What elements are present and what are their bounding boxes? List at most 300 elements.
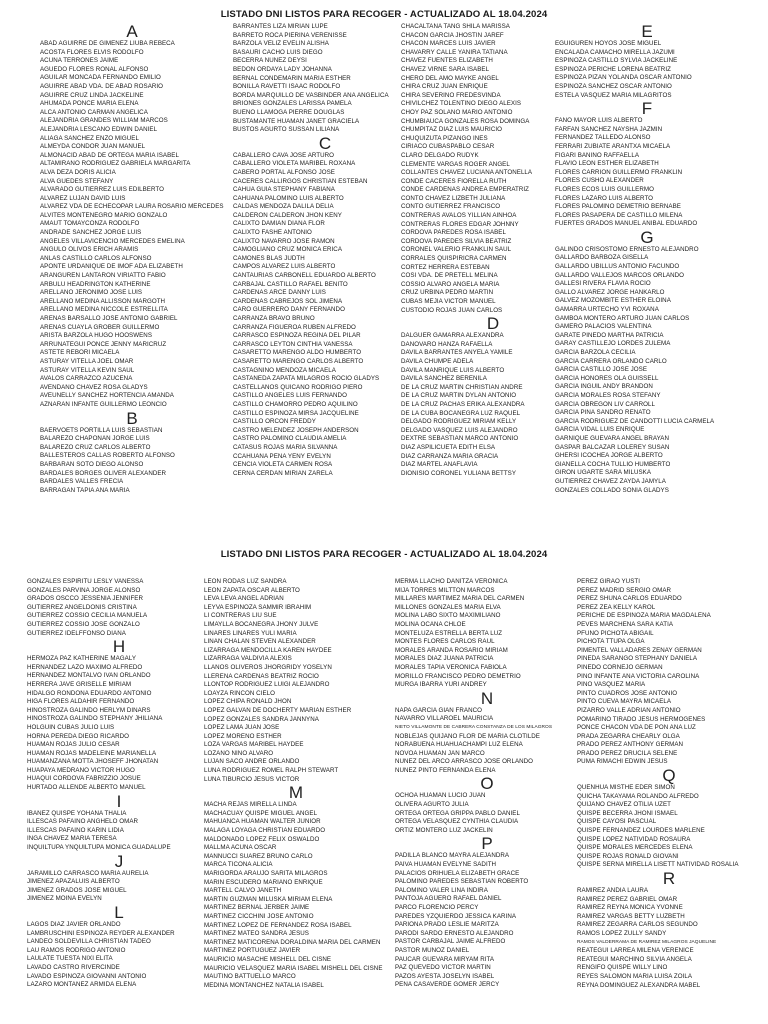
list-item: CORDOVA PAREDES SILVIA BEATRIZ	[401, 237, 512, 245]
list-item: RAMIREZ ZEGARRA CARLOS SEGUNDO	[577, 921, 698, 929]
list-item: ILLESCAS PAFAINO KARIN LIDIA	[27, 826, 124, 834]
list-item: CASARETTO MARENGO ALDO HUMBERTO	[233, 349, 362, 357]
column-2	[204, 578, 388, 990]
list-item: CHIRA CRUZ JUAN ENRIQUE	[401, 83, 488, 91]
list-item: CORTEZ HERRERA ESTEBAN	[401, 263, 490, 271]
list-item: LIZARRAGA MENDOCILLA KAREN HAYDEE	[204, 646, 332, 654]
list-item: INGA CHAVEZ MARIA TERESA	[27, 835, 117, 843]
list-item: CARRASCO LEYTON CINTHIA VANESSA	[233, 340, 353, 348]
section-letter: Q	[662, 766, 676, 786]
list-item: BASAURI CACHO LUIS DIEGO	[233, 48, 323, 56]
list-item: BARRANTES LIZA MIRIAN LUPE	[233, 23, 328, 30]
list-item: MOLINA OCAÑA CHLOE	[395, 620, 466, 628]
list-item: CARDENAS CABREJOS SOL JIMENA	[233, 297, 343, 305]
list-item: PADILLA BLANCO MAYRA ALEJANDRA	[395, 852, 510, 860]
list-item: CHACON MARCES LUIS JAVIER	[401, 40, 496, 48]
list-item: CLEMENTE VARGAS ROGER ANGEL	[401, 160, 510, 168]
list-item: CHAVARRY CALLE YANIRA TATIANA	[401, 48, 508, 56]
list-item: ALMONACID ABAD DE ORTEGA MARIA ISABEL	[40, 151, 179, 159]
list-item: LOPEZ GONZALES SANDRA JANNYNA	[204, 715, 319, 723]
list-item: MARTINEZ BERNAL JERBER JAIME	[204, 904, 310, 912]
list-item: LAZARO MONTAÑEZ ARMIDA ELENA	[27, 981, 137, 989]
list-item: CENCIA VIOLETA CARMEN ROSA	[233, 461, 333, 469]
list-item: GAMERO PALACIOS VALENTINA	[555, 323, 652, 331]
list-item: JARAMILLO CARRASCO MARIA AURELIA	[27, 869, 149, 877]
list-item: CABERO PORTAL ALFONSO JOSE	[233, 168, 335, 176]
list-item: ORTIZ MONTERO LUZ JACKELIN	[395, 826, 493, 834]
list-item: CASTAÑEDA ZAPATA MILAGROS ROCIO GLADYS	[233, 375, 380, 383]
list-item: ANDRADE SANCHEZ JORGE LUIS	[40, 229, 142, 237]
list-item: ESPINOZA PIZAN YOLANDA OSCAR ANTONIO	[555, 74, 692, 82]
list-item: MALAGA LOYAGA CHRISTIAN EDUARDO	[204, 827, 326, 835]
list-item: CASTILLO ORCON FREDDY	[233, 418, 316, 426]
list-item: GALLARDO VALLEJOS MARCOS ORLANDO	[555, 271, 685, 279]
list-item: BARRETO ROCA PIERINA VERENISSE	[233, 31, 347, 39]
list-item: PICHOTA TTUPA OLGA	[577, 638, 645, 646]
list-item: PEREZ GIRAO YUSTI	[577, 578, 640, 585]
list-item: GALLESI RIVERA FLAVIA ROCIO	[555, 280, 651, 288]
list-item: INQUILTUPA YNQUILTUPA MONICA GUADALUPE	[27, 844, 171, 852]
list-item: CHAVEZ VIRNE SARA ISABEL	[401, 65, 490, 73]
list-item: MACHA REJAS MIRELLA LINDA	[204, 801, 297, 809]
list-item: CERNA CERDAN MIRIAN ZARELA	[233, 469, 333, 477]
list-item: ARBULU HEADRINGTON KATHERINE	[40, 280, 151, 288]
list-item: GALLARDO BARBOZA GISELLA	[555, 254, 649, 262]
list-item: BORDA MARQUILLO DE VASBINDER ANA ANGELICA	[233, 91, 389, 99]
list-item: CALIXTO DAMIAN DIANA FLOR	[233, 220, 325, 228]
list-item: FLORES PALOMINO DEMETRIO BERNABE	[555, 203, 681, 211]
list-item: BALLESTEROS CALLAS ROBERTO ALFONSO	[40, 452, 175, 460]
list-item: ORTEGA VELASQUEZ CYNTHIA CLAUDIA	[395, 818, 519, 826]
list-item: CHERO DEL AMO MAYKE ANGEL	[401, 74, 499, 82]
section-letter: C	[318, 133, 332, 153]
section-letter: A	[126, 22, 138, 41]
list-item: ASTURAY VITELLA KEVIN SAUL	[40, 366, 135, 374]
list-item: QUICHA TAKAYAMA ROLANDO ALFREDO	[577, 792, 699, 800]
list-item: PRADA ZEGARRA CHEARLY OLGA	[577, 732, 680, 740]
list-item: CASTELLANOS QUICAÑO RODRIGO PIERO	[233, 383, 363, 391]
list-item: FLAVIO LEON ESTHER ELIZABETH	[555, 160, 659, 168]
list-item: MERMA LLACHO DANITZA VERONICA	[395, 578, 508, 585]
list-item: CASTRO PALOMINO CLAUDIA AMELIA	[233, 435, 347, 443]
section-letter: L	[114, 903, 124, 922]
list-item: PIMENTEL VALLADARES ZENAY GERMAN	[577, 646, 702, 654]
list-item: CALDERON CALDERON JHON KENY	[233, 211, 342, 219]
list-item: CAMPOS ALVAREZ LUIS ALBERTO	[233, 263, 336, 271]
list-item: PEÑA CASAVERDE GOMER JERCY	[395, 981, 500, 989]
list-item: BARDALES VALLES FRECIA	[40, 478, 124, 486]
list-item: CABALLERO CAVA JOSE ARTURO	[233, 151, 335, 159]
list-item: AHUMADA PONCE MARIA ELENA	[40, 100, 139, 108]
list-item: ESPINOZA PERICHE LORENA BEATRIZ	[555, 65, 671, 73]
list-item: MARTINEZ CICCHINI JOSE ANTONIO	[204, 912, 314, 920]
list-item: CHUMPITAZ DIAZ LUIS MAURICIO	[401, 126, 502, 134]
list-item: LI CONTRERAS LIU SUE	[204, 612, 277, 620]
list-item: MORALES ARANDA ROSARIO MIRIAM	[395, 646, 508, 654]
list-title: LISTADO DNI LISTOS PARA RECOGER - ACTUALIZADO AL 18.04.2024	[220, 549, 548, 560]
list-item: NUÑEZ DEL ARCO ARRASCO JOSE ORLANDO	[395, 758, 534, 766]
list-item: ORTEGA ORTEGA GRIPPA PABLO DANIEL	[395, 809, 520, 817]
list-item: GAMBOA MONTERO ARTURO JUAN CARLOS	[555, 314, 690, 322]
list-item: AVALOS CARRAZCO AZUCENA	[40, 375, 133, 383]
list-item: LOPEZ MORENO ESTHER	[204, 732, 282, 740]
list-item: HUAMAN ROJAS JULIO CESAR	[27, 741, 120, 749]
list-item: CARRASCO ESPINOZA REGINA DEL PILAR	[233, 332, 361, 340]
list-item: MAURICIO VELASQUEZ MARIA ISABEL MISHELL DEL CISNE	[204, 964, 383, 972]
list-item: FANO MAYOR LUIS ALBERTO	[555, 117, 643, 125]
list-item: GALINDO CRISOSTOMO ERNESTO ALEJANDRO	[555, 245, 699, 253]
list-item: NORABUENA HUAHUACHAMPI LUZ ELENA	[395, 741, 523, 749]
list-item: DE LA CRUZ MARTIN DYLAN ANTONIO	[401, 392, 517, 400]
list-item: GARATE PINEDO MARTHA PATRICIA	[555, 331, 664, 339]
list-item: QUISPE MORALES MERCEDES ELENA	[577, 844, 693, 852]
list-item: PEREZ SHUÑA CARLOS EDUARDO	[577, 595, 682, 603]
list-item: PEREZ ZEA KELLY KAROL	[577, 603, 656, 611]
column-1	[40, 23, 224, 495]
list-item: CARBAJAL CASTILLO RAFAEL BENITO	[233, 280, 348, 288]
list-item: BARDALES BORGES OLIVER ALEXANDER	[40, 469, 167, 477]
list-item: FLORES CUSHO ALEXANDER	[555, 177, 644, 185]
list-item: LAU RAMOS RODRIGO ANTONIO	[27, 946, 126, 954]
list-item: CASTILLO ESPINOZA MIRSA JACQUELINE	[233, 409, 359, 417]
list-item: AGUIRRE ABAD VDA. DE ABAD ROSARIO	[40, 82, 164, 90]
list-item: MARTINEZ MATICORENA DORALDINA MARIA DEL CARMEN	[204, 938, 381, 946]
list-item: PINEDA SARANGO STEPHANY DANIELA	[577, 655, 698, 663]
list-item: BERNAL CONDEMARIN MARIA ESTHER	[233, 74, 351, 82]
list-item: MEDINA MONTANCHEZ NATALIA ISABEL	[204, 981, 324, 989]
list-item: DEXTRE SEBASTIAN MARCO ANTONIO	[401, 435, 519, 443]
list-item: MAHUANCA HUAMAN WALTER JUNIOR	[204, 818, 321, 826]
list-item: GHERSI ICOCHEA JORGE ALBERTO	[555, 452, 663, 460]
list-item: AVEUNELLY SANCHEZ HORTENCIA AMANDA	[40, 392, 174, 400]
list-item: NOVOA HUAMAN JAN MARCO	[395, 749, 485, 757]
list-item: DAVILA CHUMPE ADELA	[401, 357, 474, 365]
list-item: PALACIOS ORIHUELA ELIZABETH GRACE	[395, 869, 520, 877]
section-letter: H	[112, 637, 126, 657]
list-item: CARDENAS ARCE DANNY LUIS	[233, 289, 326, 297]
list-item: ALVAREZ VDA DE ECHECOPAR LAURA ROSARIO MERCEDES	[40, 203, 224, 211]
list-item: LAVADO ESPINOZA GIOVANNI ANTONIO	[27, 972, 147, 980]
list-item: CASTILLO ANGELES LUIS FERNANDO	[233, 392, 347, 400]
list-item: MALDONADO LOPEZ FELIX OSWALDO	[204, 835, 320, 843]
section-letter: G	[640, 227, 654, 247]
column-4	[555, 23, 739, 495]
list-item: ARELLANO MEDINA ALLISSON MARGOTH	[40, 297, 166, 305]
list-item: GARCIA MORALES ROSA STEFANY	[555, 391, 661, 399]
list-item: CAMOGLIANO CRUZ MONICA ERICA	[233, 246, 343, 254]
list-item: LIZARRAGA VALDIVIA ALEXIS	[204, 655, 292, 663]
list-item: HINOSTROZA GALINDO STEPHANY JHILIANA	[27, 715, 163, 723]
list-item: HORNA PEREDA DIEGO RICARDO	[27, 732, 130, 740]
list-item: DIAZ CARRANZA MARIA GRACIA	[401, 452, 499, 460]
list-item: PFUÑO PICHOTA ABIGAIL	[577, 629, 654, 637]
list-item: PIZARRO VALLE ADRIAN ANTONIO	[577, 706, 681, 714]
list-item: GARCIA PIÑA SANDRO RENATO	[555, 409, 651, 417]
list-item: LOZANO NIÑO ALVARO	[204, 749, 274, 757]
list-item: NIETO VILLAMONTE DE CABRERA CONSTANZA DE LOS MILAGROS	[395, 724, 553, 730]
list-item: MARTINEZ LOPEZ DE FERNANDEZ ROSA ISABEL	[204, 921, 352, 929]
list-item: HURTADO ALLENDE ALBERTO MANUEL	[27, 784, 146, 792]
list-item: CHACON GARCIA JHOSTIN JAREF	[401, 31, 504, 39]
list-item: MAUTINO BATTUELLO MARCO	[204, 973, 296, 981]
list-item: PONCE CHACON VDA DE PON ANA LUZ	[577, 724, 696, 732]
list-item: GIRON UGARTE SARA MILUSKA	[555, 469, 652, 477]
list-item: ASTETE REBORI MICAELA	[40, 349, 120, 357]
list-item: COSI VDA. DE PRETELL MELINA	[401, 272, 498, 280]
list-item: PERICHE DE ESPINOZA MARIA MAGDALENA	[577, 612, 711, 620]
list-item: BALAREZO CRUZ CARLOS ALBERTO	[40, 443, 151, 451]
list-item: FERRARI ZUBIATE ARANTXA MICAELA	[555, 142, 671, 150]
list-item: LUNA TIBURCIO JESUS VICTOR	[204, 775, 300, 783]
list-item: MARIGORDA ARAUJO SARITA MILAGROS	[204, 870, 328, 877]
section-letter: J	[114, 851, 124, 871]
list-item: LUNA RODRIGUEZ ROMEL RALPH STEWART	[204, 767, 339, 775]
list-item: GUTIERREZ IDELFFONSO DIANA	[27, 629, 126, 637]
list-item: MANNUCCI SUAREZ BRUNO CARLO	[204, 852, 313, 860]
list-item: MACHACUAY QUISPE MIGUEL ANGEL	[204, 809, 318, 817]
list-item: LEON ZAPATA OSCAR ALBERTO	[204, 586, 300, 594]
list-item: CASARETTO MARENGO CARLOS ALBERTO	[233, 357, 364, 365]
list-item: GARCIA INGUIL ANDY BRANDON	[555, 383, 653, 391]
list-item: LLANOS OLIVEROS JHORGRIDY YOSELYN	[204, 663, 332, 671]
list-item: BAERVOETS PORTILLA LUIS SEBASTIAN	[40, 426, 163, 434]
list-item: EGUIGUREN HOYOS JOSE MIGUEL	[555, 40, 662, 47]
list-item: NOBLEJAS QUIJANO FLOR DE MARIA CLOTILDE	[395, 732, 540, 740]
list-item: RAMOS LOPEZ ZULLY SANDY	[577, 929, 667, 937]
list-item: RAMOS VALDERRAMA DE RAMIREZ MILAGROS JAQUELINE	[577, 939, 717, 945]
list-item: BALAREZO CHAPOÑAN JORGE LUIS	[40, 435, 150, 443]
list-item: LAGOS DIAZ JAVIER ORLANDO	[27, 921, 121, 928]
list-item: AVENDAÑO CHAVEZ ROSA GLADYS	[40, 383, 148, 391]
section-letter: D	[486, 314, 500, 334]
list-item: CHACALTANA TANG SHILA MARISSA	[401, 23, 510, 30]
list-item: FLORES ECOS LUIS GUILLERMO	[555, 185, 654, 193]
list-item: GALVEZ MOZOMBITE ESTHER ELOINA	[555, 297, 671, 305]
list-item: ESPINOZA CASTILLO SYLVIA JACKELINE	[555, 57, 678, 65]
list-item: REYES SALOMON MARIA LUISA ZOILA	[577, 972, 693, 980]
list-item: FLORES LAZARO LUIS ALBERTO	[555, 194, 654, 202]
list-item: CHUMBIAUCA GONZALES ROSA DOMINGA	[401, 117, 530, 125]
list-item: ENCALADA CAMACHO MIRELLA JAZUMI	[555, 48, 675, 56]
list-item: PEREZ MADRID SERGIO OMAR	[577, 586, 672, 594]
list-item: GARCIA HONORES OLA GUISSELL	[555, 374, 659, 382]
list-item: ILLESCAS PAFAINO ANGHELO OMAR	[27, 818, 139, 826]
list-item: FUERTES GRADOS MANUEL ANIBAL EDUARDO	[555, 220, 698, 228]
list-item: AGUEDO FLORES RONAL ALFONSO	[40, 65, 149, 73]
list-item: CUSTODIO ROJAS JUAN CARLOS	[401, 306, 503, 314]
list-item: QUENHUA MISTHE EDER SIMON	[577, 784, 675, 792]
section-letter: P	[481, 834, 493, 854]
list-item: HUAMAN ROJAS MADELEINE MARIANELLA	[27, 749, 157, 757]
list-item: ESTELA VASQUEZ MARIA MILAGRITOS	[555, 91, 672, 99]
list-item: ACOSTA FLORES ELVIS RODOLFO	[40, 48, 144, 56]
list-item: BARZOLA VELIZ EVELIN ALISHA	[233, 40, 329, 48]
list-item: QUISPE BECERRA JHONI ISMAEL	[577, 809, 678, 817]
list-item: CORONEL VALERIO FRANKLIN SAUL	[401, 246, 512, 254]
list-item: CONDE CACERES FIORELLA RUTH	[401, 177, 507, 185]
list-item: ALVAREZ LUJAN DAVID LUIS	[40, 194, 126, 202]
list-item: COLLANTES CHAVEZ LUCIANA ANTONELLA	[401, 169, 533, 177]
list-item: HOLGUIN CUBAS JULIO LUIS	[27, 723, 115, 731]
list-item: PARODI SARDO ERNESTO ALEJANDRO	[395, 929, 514, 937]
list-item: DAVILA MANRIQUE LUIS ALBERTO	[401, 366, 505, 374]
list-item: PALOMINO PAREDES SEBASTIAN ROBERTO	[395, 878, 529, 886]
list-item: GARCIA CASTILLO JOSE JOSE	[555, 366, 648, 374]
list-item: CASTRO MELENDEZ JOSEPH ANDERSON	[233, 426, 359, 434]
list-item: FERNANDEZ TALLEDO ALONSO	[555, 134, 651, 142]
list-item: CRUZ URBINA PEDRO MARTIN	[401, 289, 494, 297]
list-item: MILLONES GONZALES MARIA ELVA	[395, 603, 501, 611]
list-item: PALOMINO VALER LINA INDIRA	[395, 886, 488, 894]
list-item: GONZALES PARVINA JORGE ALONSO	[27, 586, 141, 594]
list-item: CHAVEZ FUENTES ELIZABETH	[401, 57, 493, 65]
list-item: CHIVILCHEZ TOLENTINO DIEGO ALEXIS	[401, 100, 522, 108]
list-item: AGUILAR MONCADA FERNANDO EMILIO	[40, 74, 161, 82]
list-item: DAVILA BARRANTES ANYELA YAMILE	[401, 349, 513, 357]
list-item: CATASUS ROJAS MARIA SILVANNA	[233, 443, 338, 451]
list-item: ANGELES VILLAVICENCIO MERCEDES EMELINA	[40, 237, 185, 245]
list-item: GONZALES COLLADO SONIA GLADYS	[555, 486, 669, 494]
list-item: MURGA IBARRA YURI ANDREY	[395, 681, 487, 689]
list-item: BUSTOS AGURTO SUSSAN LILIANA	[233, 126, 340, 134]
list-item: NUÑEZ PINTO FERNANDA ELENA	[395, 766, 496, 774]
list-item: PRADO PEREZ DRUCILA SELENE	[577, 749, 678, 757]
list-item: ALIAGA SANCHEZ ENZO MIGUEL	[40, 134, 139, 142]
list-item: REYNA DOMINGUEZ ALEXANDRA MABEL	[577, 981, 701, 989]
list-item: RAMIREZ VARGAS BETTY LUZBETH	[577, 912, 685, 920]
list-item: COSSIO ALVARO ANGELA MARIA	[401, 280, 500, 288]
list-item: ALTAMIRANO RODRIGUEZ GABRIELA MARGARITA	[40, 160, 191, 168]
list-item: LUJAN SACO ANDRE ORLANDO	[204, 758, 300, 766]
list-item: HINOSTROZA GALINDO HERLYM DINARS	[27, 706, 151, 714]
list-item: QUISPE FERNANDEZ LOURDES MARLENE	[577, 827, 705, 835]
section-letter: O	[480, 774, 494, 794]
list-item: PINTO CUADROS JOSE ANTONIO	[577, 689, 678, 697]
list-item: LOPEZ GALVAN DE DOCHERTY MARIAN ESTHER	[204, 706, 352, 714]
section-letter: M	[288, 783, 304, 803]
list-item: CARRANZA BRAVO BRUNO	[233, 315, 315, 322]
list-item: MONTELUZA ESTRELLA BERTA LUZ	[395, 629, 503, 637]
list-item: MIJA TORRES MILTTON MARCOS	[395, 586, 495, 594]
list-item: PANTOJA AGÜERO RAFAEL DANIEL	[395, 895, 502, 903]
list-item: GUTIERREZ ANGELDONIS CRISTINA	[27, 603, 137, 611]
list-item: APONTE URDANIQUE DE IMOF ADA ELIZABETH	[40, 263, 183, 271]
list-item: LOPEZ CHIPA RONALD JHON	[204, 698, 292, 706]
list-item: PUMA RIMACHI EDWIN JESUS	[577, 758, 668, 766]
list-item: BUSTAMANTE HUAMAN JANET GRACIELA	[233, 117, 360, 125]
list-item: MALLMA ACUÑA OSCAR	[204, 844, 277, 852]
list-item: DALGUER GAMARRA ALEXANDRA	[401, 332, 504, 340]
list-item: CALDAS MENDOZA DALILA DELIA	[233, 203, 334, 211]
list-item: CLARO DELGADO RUDYK	[401, 151, 479, 159]
list-item: LANDEO SOLDEVILLA CHRISTIAN TADEO	[27, 938, 151, 946]
list-item: PINO VASQUEZ MARIA	[577, 681, 646, 689]
list-item: PASTOR MUÑOZ DANIEL	[395, 946, 470, 954]
section-letter: N	[480, 688, 494, 708]
column-3	[395, 578, 579, 990]
list-item: LAMBRUSCHINI ESPINOZA REYDER ALEXANDER	[27, 929, 175, 937]
list-item: HUAMANZANA MOTTA JHOSEFF JHONATAN	[27, 758, 159, 766]
list-item: RAMIREZ ANDIA LAURA	[577, 887, 649, 894]
list-item: ALMEYDA CONDOR JUAN MANUEL	[40, 143, 146, 151]
list-item: MILLARES MARTIMEZ MARIA DEL CARMEN	[395, 595, 525, 603]
list-item: RAMIREZ PEREZ GABRIEL OMAR	[577, 895, 678, 903]
list-item: AZNARAN INFANTE GUILLERMO LEONCIO	[40, 400, 167, 408]
list-item: PEVES MARCHENA SARA KATIA	[577, 620, 674, 628]
list-item: LLERENA CARDENAS BEATRIZ ROCIO	[204, 672, 319, 680]
list-item: NAVARRO VILLAROEL MAURICIA	[395, 715, 494, 723]
list-item: CONTO CHAVEZ LIZBETH JULIANA	[401, 194, 506, 202]
list-item: BARRAGAN TAPIA ANA MARIA	[40, 486, 130, 494]
section-letter: I	[116, 791, 122, 811]
list-item: MORALES DIAZ JUANA PATRICIA	[395, 655, 494, 663]
list-item: HUAQUI CORDOVA FABRIZZIO JOSUE	[27, 775, 141, 783]
list-item: OLIVERA AGURTO JULIA	[395, 801, 469, 809]
section-letter: R	[662, 869, 676, 888]
list-item: ALEJANDRIA LESCANO EDWIN DANIEL	[40, 125, 158, 133]
column-2	[233, 23, 417, 478]
list-item: MARCA TICONA ALICIA	[204, 861, 273, 869]
list-item: GARAY CASTILLEJO LORDES ZULEMA	[555, 340, 671, 348]
list-item: LAVADO CASTRO RIVERCINDE	[27, 963, 120, 971]
list-item: GASPAR BALCAZAR LOLEREY SUSAN	[555, 443, 670, 451]
list-item: ANGULO OLIVOS ERICH ARAMIS	[40, 246, 139, 254]
list-item: LIMAYLLA BOCANEGRA JHONY JULVE	[204, 620, 319, 628]
list-item: FLORES CARRION GUILLERMO FRANKLIN	[555, 168, 683, 176]
list-item: PAIVA HUAMAN EVELYNE SADITH	[395, 861, 497, 869]
list-item: ALEJANDRIA GRANDES WILLIAM MARCOS	[40, 117, 168, 125]
list-item: CONDE CARDENAS ANDREA EMPERATRIZ	[401, 186, 530, 194]
list-item: BECERRA NUÑEZ DEYSI	[233, 57, 307, 65]
list-item: JIMENEZ APAZALUIS ALBERTO	[27, 878, 120, 886]
list-item: RENGIFO QUISPE WILLY LINO	[577, 964, 668, 972]
list-item: AMAUT TOMAYCONZA RODOLFO	[40, 220, 140, 228]
list-item: DELGADO VASQUEZ LUIS ALEJANDRO	[401, 426, 518, 434]
list-item: CONTO GUTIERREZ FRANCISCO	[401, 203, 501, 211]
list-item: FIGARI BANINO RAFFAELLA	[555, 151, 640, 159]
list-item: HUAPAYA MEDRANO VICTOR HUGO	[27, 766, 135, 774]
list-item: CANTAURIAS CARBONELL EDUARDO ALBERTO	[233, 272, 376, 280]
list-item: CASTAGNINO MENDOZA MICAELA	[233, 366, 336, 374]
list-item: LLONTOP RODRIGUEZ LUIGI ALEJANDRO	[204, 681, 330, 689]
list-item: LOZA VARGAS MARIBEL HAYDEE	[204, 741, 304, 749]
list-item: BUENO LLAMOGA PIERRE DOUGLAS	[233, 108, 345, 116]
list-item: GAMARRA URTECHO YVI ROXANA	[555, 306, 659, 314]
list-item: HERNANDEZ LAZO MAXIMO ALFREDO	[27, 663, 143, 671]
list-item: ARANGUREN LANTARON VIRIATTO FABIO	[40, 272, 166, 280]
list-item: CASTILLO CHAMORRO PEDRO AQUILINO	[233, 400, 358, 408]
list-item: LOAYZA RINCON CIELO	[204, 689, 275, 697]
list-item: FARFAN SANCHEZ NAYSHA JAZMIN	[555, 125, 663, 133]
list-item: LINARES LINARES YULI MARIA	[204, 629, 297, 637]
list-item: PINEDO CORNEJO GERMAN	[577, 663, 663, 671]
list-item: PASTOR CARBAJAL JAIME ALFREDO	[395, 938, 506, 946]
list-item: CARO GUERRERO DANY FERNANDO	[233, 306, 345, 314]
list-item: PRADO PEREZ ANTHONY GERMAN	[577, 741, 684, 749]
list-item: GALLARDO UBILLUS ANTONIO FACUNDO	[555, 263, 680, 271]
list-item: MARTINEZ MATEO SANDRA JESUS	[204, 930, 309, 938]
list-item: QUISPE CAYOSI PASCUAL	[577, 818, 657, 826]
list-item: CHUQUIZUTA PIZANGO INES	[401, 134, 488, 142]
list-item: QUIJANO CHAVEZ OTILIA UZET	[577, 801, 672, 809]
list-item: ALVA GUEDES STEFANY	[40, 177, 114, 185]
list-item: LEYVA ESPINOZA SAMMIR IBRAHIM	[204, 603, 312, 611]
list-item: GIANELLA COCHA TULLIO HUMBERTO	[555, 460, 671, 468]
list-item: GARCIA RODRIGUEZ DE CANDOTTI LUCIA CARMELA	[555, 417, 715, 425]
list-item: PARCO FLORENCIO PERCY	[395, 904, 479, 911]
list-item: ARENAS CUAYLA GROBER GUILLERMO	[40, 323, 160, 331]
list-item: BONILLA RAVETTI ISAAC RODOLFO	[233, 83, 341, 91]
